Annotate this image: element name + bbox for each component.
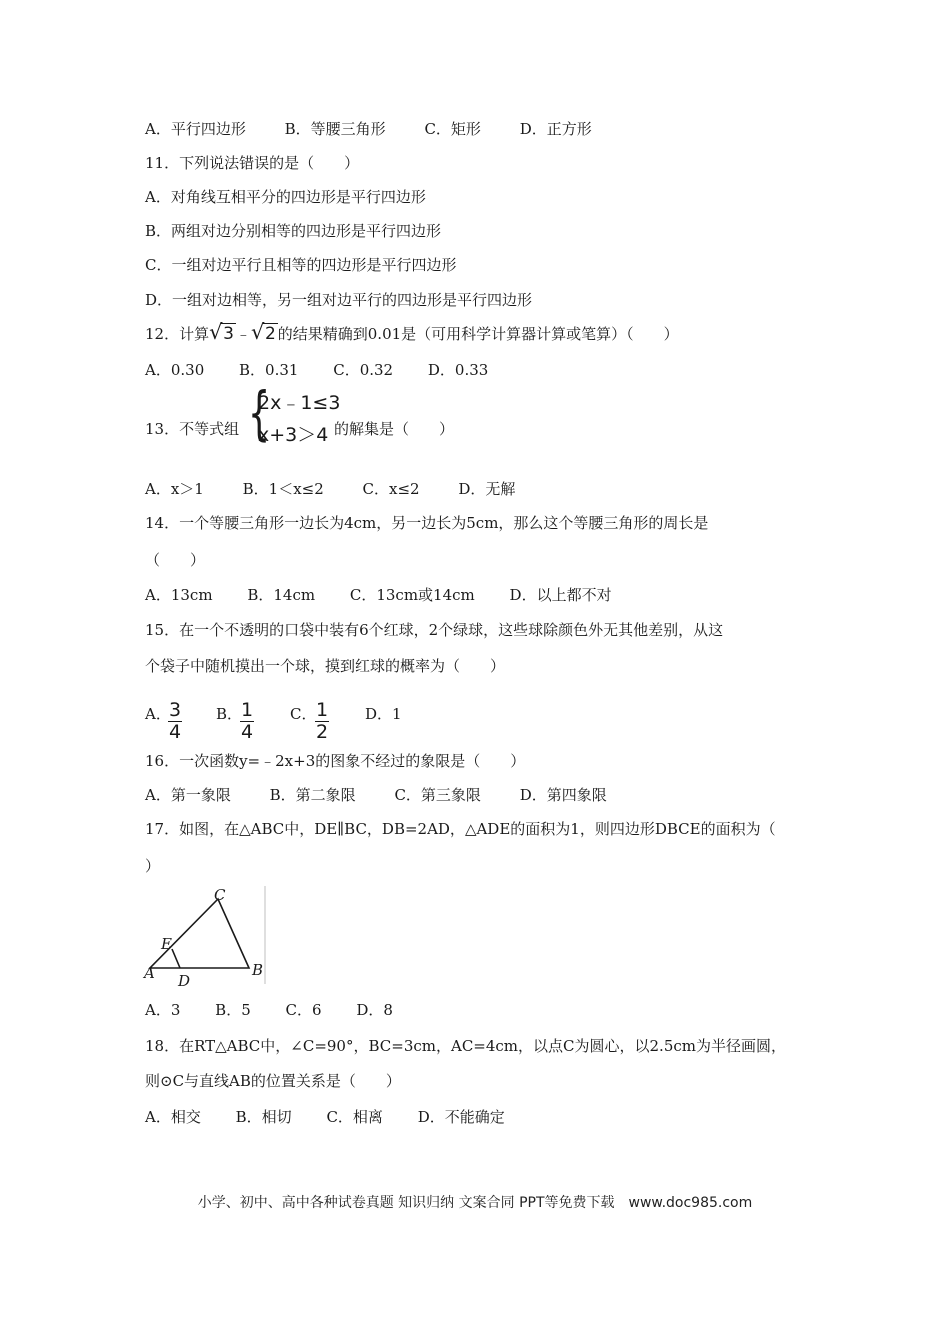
q18-stem: 18．在RT△ABC中，∠C=90°，BC=3cm，AC=4cm，以点C为圆心，以2.5cm为半径画圆， [145,1037,786,1055]
q14-stem-cont: （ ） [145,551,206,569]
q15-fraction-a [168,700,182,743]
q10-option-d: D．正方形 [519,120,592,138]
q15-stem: 15．在一个不透明的口袋中装有6个红球，2个绿球，这些球除颜色外无其他差别，从这 [145,621,724,639]
q12-radicand-2: 2 [264,324,276,344]
q14-option-a: A．13cm [145,586,213,604]
q15-option-a-label: A． [145,705,171,723]
q14-option-b: B．14cm [247,586,316,604]
fraction-b-denominator: 4 [241,721,254,743]
q15-fraction-c [315,700,329,743]
q12-stem [145,320,679,344]
q15-fraction-b [240,700,254,743]
q13-inequality-1: 2x﹣1≤3 [258,392,341,414]
q13-inequality-2: x+3＞4 [258,424,329,446]
q13-options [145,479,515,499]
q12-option-c: C．0.32 [333,361,394,379]
q11-option-a: A．对角线互相平分的四边形是平行四边形 [145,188,426,206]
q11-option-b: B．两组对边分别相等的四边形是平行四边形 [145,222,442,240]
q12-minus: ﹣ [235,325,251,343]
q17-option-c: C．6 [285,1001,322,1019]
q12-sqrt-3: √ 3 [209,320,234,344]
q14-stem: 14．一个等腰三角形一边长为4cm，另一边长为5cm，那么这个等腰三角形的周长是 [145,514,709,532]
label-a: A [144,964,155,982]
q17-stem-cont: ） [145,857,161,875]
q18-option-b: B．相切 [235,1108,292,1126]
q14-option-c: C．13cm或14cm [349,586,475,604]
q17-option-b: B．5 [215,1001,251,1019]
q16-stem: 16．一次函数y=﹣2x+3的图象不经过的象限是（ ） [145,752,526,770]
fraction-b-numerator: 1 [241,699,254,721]
label-e: E [161,935,172,953]
fraction-a-numerator: 3 [169,699,182,721]
q18-option-a: A．相交 [145,1108,201,1126]
q12-suffix: 的结果精确到0.01是（可用科学计算器计算或笔算）（ ） [277,325,679,343]
q17-option-a: A．3 [145,1001,181,1019]
label-c: C [214,886,226,904]
q16-option-b: B．第二象限 [269,786,356,804]
q14-option-d: D．以上都不对 [509,586,612,604]
fraction-c-numerator: 1 [316,699,329,721]
q15-option-c-label: C． [290,705,317,723]
q12-radicand-1: 3 [223,324,234,344]
q18-option-c: C．相离 [326,1108,383,1126]
q17-option-d: D．8 [356,1001,393,1019]
system-brace: { [248,379,271,447]
q10-option-b: B．等腰三角形 [284,120,386,138]
q13-suffix: 的解集是（ ） [334,420,455,438]
q10-option-a: A．平行四边形 [145,120,246,138]
label-b: B [252,961,264,979]
q14-options [145,585,612,605]
page-footer: 小学、初中、高中各种试卷真题 知识归纳 文案合同 PPT等免费下载 www.doc985.com [197,1195,753,1211]
q12-prefix: 12．计算 [145,325,210,343]
q16-options [145,785,607,805]
q10-options [145,119,592,139]
q16-option-d: D．第四象限 [519,786,607,804]
q18-options [145,1107,505,1127]
q15-stem-cont: 个袋子中随机摸出一个球，摸到红球的概率为（ ） [145,657,506,675]
q15-option-d: D．1 [365,705,402,723]
q12-sqrt-2: √ 2 [250,320,276,344]
fraction-a-denominator: 4 [169,721,182,743]
q10-option-c: C．矩形 [424,120,481,138]
q11-option-c: C．一组对边平行且相等的四边形是平行四边形 [145,256,457,274]
q15-option-b-label: B． [216,705,243,723]
q13-option-d: D．无解 [458,480,516,498]
q11-stem: 11．下列说法错误的是（ ） [145,154,360,172]
q13-option-a: A．x＞1 [145,480,204,498]
q18-stem-cont: 则⊙C与直线AB的位置关系是（ ） [145,1072,401,1090]
q13-prefix: 13．不等式组 [145,420,240,438]
q16-option-c: C．第三象限 [394,786,481,804]
triangle-figure [142,886,272,990]
q13-option-c: C．x≤2 [362,480,420,498]
q17-options [145,1000,393,1020]
q12-option-d: D．0.33 [427,361,489,379]
q16-option-a: A．第一象限 [145,786,231,804]
q12-option-b: B．0.31 [239,361,299,379]
fraction-c-denominator: 2 [316,721,329,743]
q12-options [145,360,488,380]
q12-option-a: A．0.30 [145,361,205,379]
q18-option-d: D．不能确定 [417,1108,505,1126]
q13-option-b: B．1＜x≤2 [242,480,324,498]
q11-option-d: D．一组对边相等，另一组对边平行的四边形是平行四边形 [145,291,533,309]
label-d: D [178,972,191,990]
q17-stem: 17．如图，在△ABC中，DE∥BC，DB=2AD，△ADE的面积为1，则四边形DBCE的面积为（ [145,820,776,838]
